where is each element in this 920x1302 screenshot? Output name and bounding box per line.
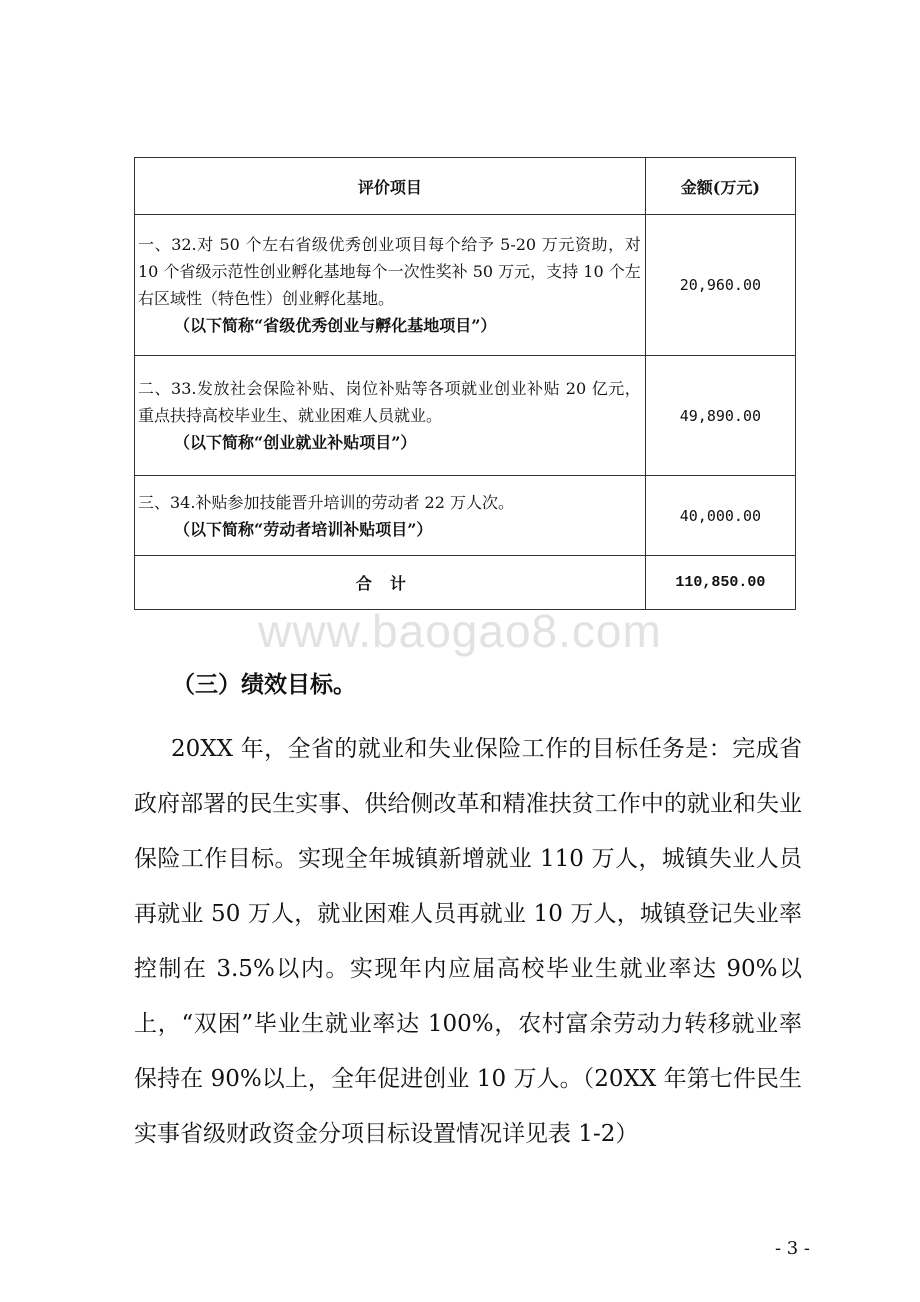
item-description: 三、34.补贴参加技能晋升培训的劳动者 22 万人次。 <box>138 492 514 512</box>
item-description: 二、33.发放社会保险补贴、岗位补贴等各项就业创业补贴 20 亿元，重点扶持高校毕业生、就业困难人员就业。 <box>138 379 641 425</box>
header-item-cell: 评价项目 <box>135 158 646 215</box>
item-abbreviation: （以下简称“劳动者培训补贴项目”） <box>174 519 433 539</box>
total-amount: 110,850.00 <box>645 556 795 610</box>
item-cell <box>135 215 646 356</box>
item-description: 一、32.对 50 个左右省级优秀创业项目每个给予 5-20 万元资助，对 10 个省级示范性创业孵化基地每个一次性奖补 50 万元，支持 10 个左右区域性（特色性）创业孵化基地。 <box>138 235 641 308</box>
table-row <box>135 215 796 356</box>
section-heading: （三）绩效目标。 <box>172 671 356 698</box>
page-number: - 3 - <box>774 1238 810 1259</box>
total-label: 合计 <box>135 556 646 610</box>
item-abbreviation: （以下简称“创业就业补贴项目”） <box>174 433 417 452</box>
body-paragraph: 20XX 年，全省的就业和失业保险工作的目标任务是：完成省政府部署的民生实事、供给侧改革和精准扶贫工作中的就业和失业保险工作目标。实现全年城镇新增就业 110 万人，城镇失业人员再就业 50 万人，就业困难人员再就业 10 万人，城镇登记失业率控制在 3.5%以内。实现年内应届高校毕业生就业率达 90%以上，“双困”毕业生就业率达 100%，农村富余劳动力转移就业率保持在 90%以上，全年促进创业 10 万人。（20XX 年第七件民生实事省级财政资金分项目标设置情况详见表 1-2） <box>134 736 802 1147</box>
table-header-row <box>135 158 796 215</box>
item-cell <box>135 356 646 476</box>
table-row <box>135 356 796 476</box>
budget-table <box>134 157 796 610</box>
amount-cell: 40,000.00 <box>645 476 795 556</box>
item-cell <box>135 476 646 556</box>
item-abbreviation: （以下简称“省级优秀创业与孵化基地项目”） <box>174 316 497 335</box>
watermark: www.baogao8.com <box>258 605 662 657</box>
amount-cell: 49,890.00 <box>645 356 795 476</box>
amount-cell: 20,960.00 <box>645 215 795 356</box>
header-amount-cell: 金额(万元) <box>645 158 795 215</box>
table-row <box>135 476 796 556</box>
total-row <box>135 556 796 610</box>
